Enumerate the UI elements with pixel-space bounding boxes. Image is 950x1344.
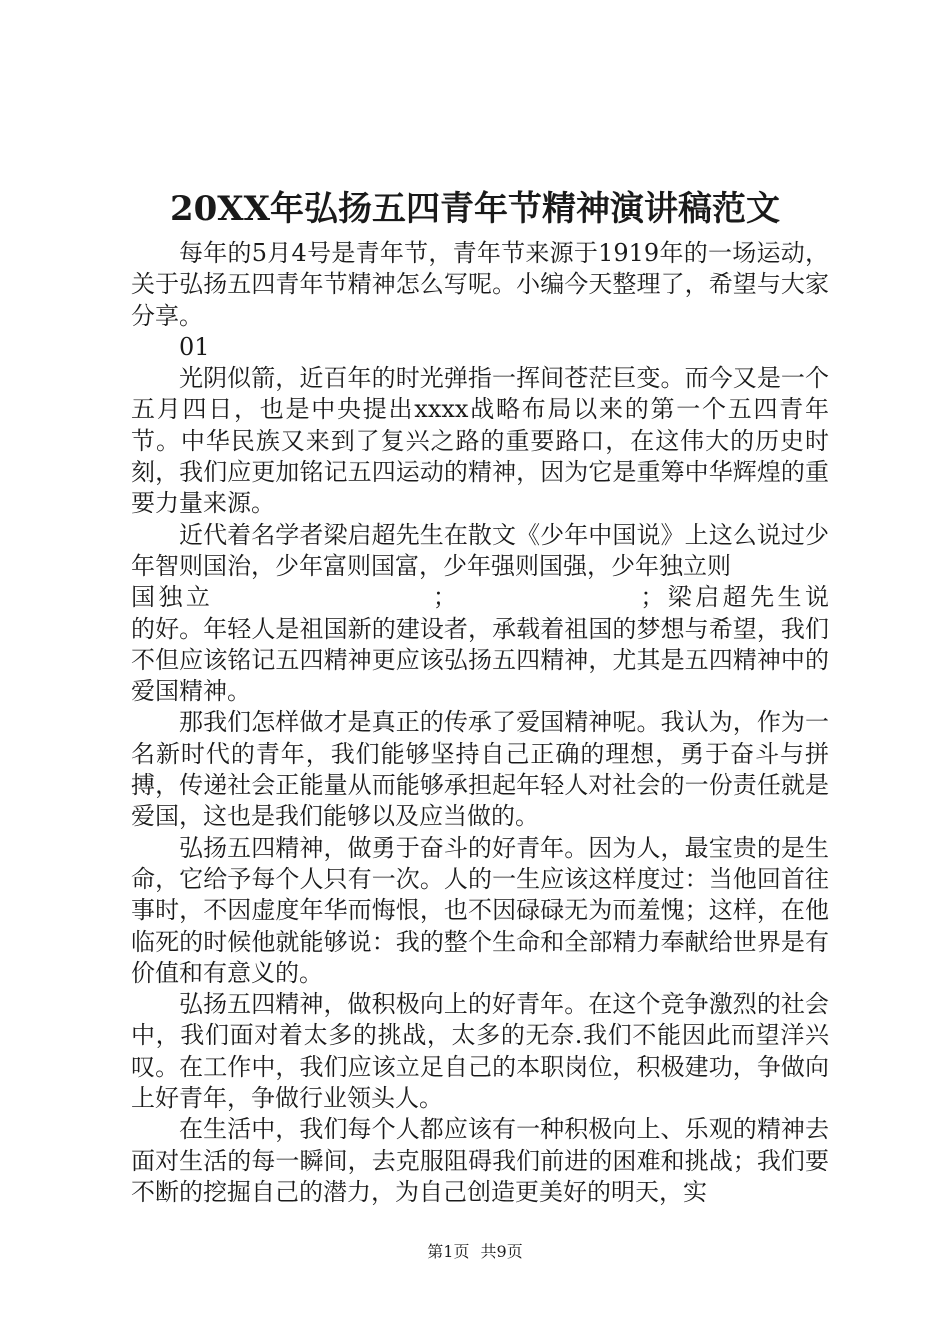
paragraph-intro: 每年的5月4号是青年节，青年节来源于1919年的一场运动，关于弘扬五四青年节精神怎么写呢。小编今天整理了，希望与大家分享。	[131, 239, 829, 330]
paragraph: 那我们怎样做才是真正的传承了爱国精神呢。我认为，作为一名新时代的青年，我们能够坚持自己正确的理想，勇于奋斗与拼搏，传递社会正能量从而能够承担起年轻人对社会的一份责任就是爱国，这也是我们能够以及应当做的。	[131, 708, 829, 831]
paragraph: 在生活中，我们每个人都应该有一种积极向上、乐观的精神去面对生活的每一瞬间，去克服阻碍我们前进的困难和挑战；我们要不断的挖掘自己的潜力，为自己创造更美好的明天，实	[131, 1115, 829, 1206]
section-number: 01	[179, 332, 210, 361]
paragraph: 光阴似箭，近百年的时光弹指一挥间苍茫巨变。而今又是一个五月四日，也是中央提出xxxx战略布局以来的第一个五四青年节。中华民族又来到了复兴之路的重要路口，在这伟大的历史时刻，我们应更加铭记五四运动的精神，因为它是重筹中华辉煌的重要力量来源。	[131, 364, 829, 518]
paragraph: 弘扬五四精神，做积极向上的好青年。在这个竞争激烈的社会中，我们面对着太多的挑战，太多的无奈.我们不能因此而望洋兴叹。在工作中，我们应该立足自己的本职岗位，积极建功，争做向上好青年，争做行业领头人。	[131, 990, 829, 1113]
page-number: 第1页	[427, 1242, 470, 1261]
page-footer	[0, 1240, 950, 1264]
document-body	[131, 238, 829, 1208]
page-total: 共9页	[480, 1242, 523, 1261]
paragraph: 弘扬五四精神，做勇于奋斗的好青年。因为人，最宝贵的是生命，它给予每个人只有一次。人的一生应该这样度过：当他回首往事时，不因虚度年华而悔恨，也不因碌碌无为而羞愧；这样，在他临死的时候他就能够说：我的整个生命和全部精力奉献给世界是有价值和有意义的。	[131, 833, 829, 987]
document-title: 20XX年弘扬五四青年节精神演讲稿范文	[169, 189, 781, 229]
paragraph-quote-gap-line: 国独立 ； ；梁启超先生说	[131, 583, 829, 612]
paragraph-quote-end: 的好。年轻人是祖国新的建设者，承载着祖国的梦想与希望，我们不但应该铭记五四精神更应该弘扬五四精神，尤其是五四精神中的爱国精神。	[131, 614, 829, 706]
paragraph-quote-start: 近代着名学者梁启超先生在散文《少年中国说》上这么说过少年智则国治，少年富则国富，少年强则国强，少年独立则	[131, 520, 829, 580]
